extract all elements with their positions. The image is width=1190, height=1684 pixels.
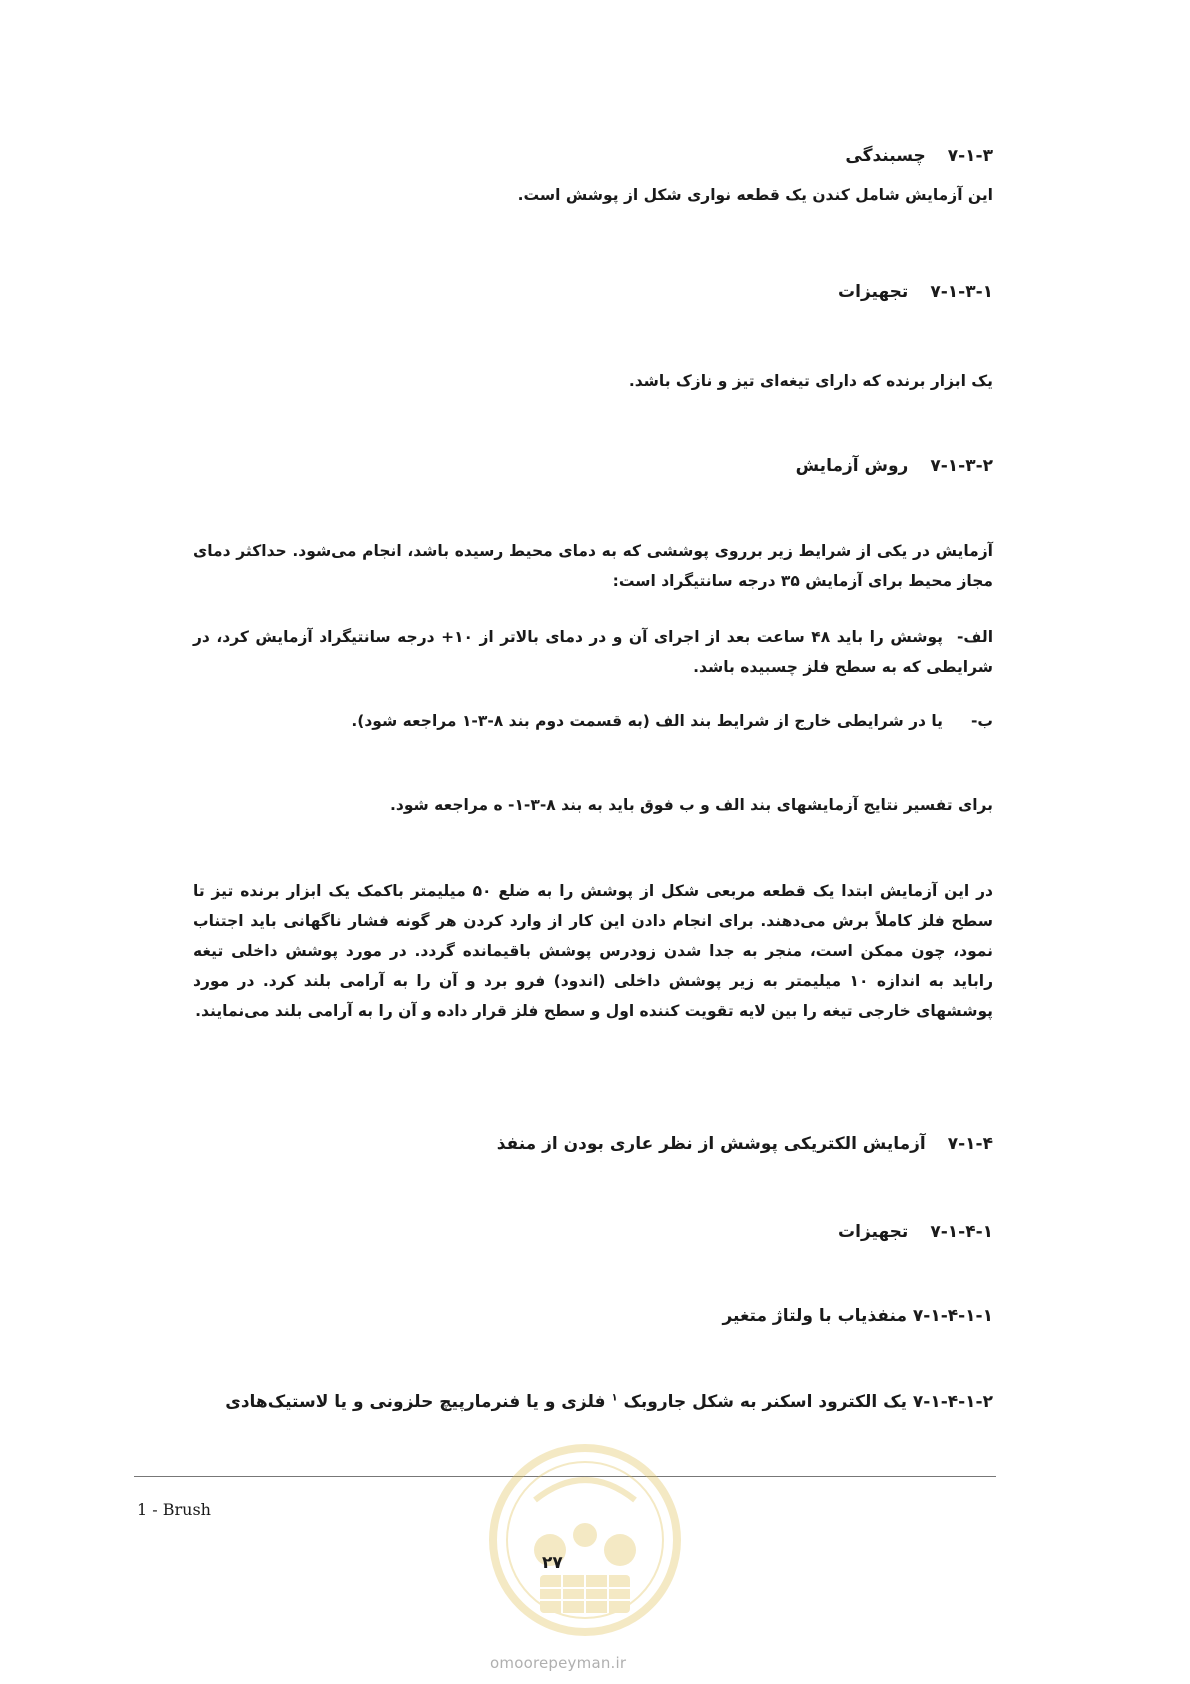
page-number: ۲۷ [542, 1553, 563, 1573]
subsection-title: تجهیزات [838, 1222, 909, 1242]
list-item-text: پوشش را باید ۴۸ ساعت بعد از اجرای آن و در دمای بالاتر از ۱۰+ درجه سانتیگراد آزمایش کرد، در شرایطی که به سطح فلز چسبیده باشد. [193, 628, 993, 676]
watermark-url: omoorepeyman.ir [490, 1654, 627, 1672]
list-item-label: الف- [956, 628, 994, 646]
subsection-heading-method [193, 456, 993, 476]
section-intro: این آزمایش شامل کندن یک قطعه نواری شکل از پوشش است. [517, 186, 993, 204]
section-title: چسبندگی [845, 146, 926, 166]
interpretation-paragraph: برای تفسیر نتایج آزمایشهای بند الف و ب فوق باید به بند ۸-۳-۱- ه مراجعه شود. [389, 796, 993, 814]
subsection-heading-equipment-2 [193, 1222, 993, 1242]
list-item-text: یا در شرایطی خارج از شرایط بند الف (به قسمت دوم بند ۸-۳-۱ مراجعه شود). [351, 712, 943, 730]
watermark-seal-icon [480, 1440, 690, 1640]
equipment-text: یک ابزار برنده که دارای تیغه‌ای تیز و نازک باشد. [628, 372, 993, 390]
item-text: ۷-۱-۴-۱-۲ یک الکترود اسکنر به شکل جاروبک [623, 1392, 993, 1412]
list-item-label: ب- [970, 712, 993, 730]
subsection-title: روش آزمایش [795, 456, 909, 476]
section-number: ۷-۱-۳ [947, 146, 993, 166]
item-holiday-detector: ۷-۱-۴-۱-۱ منفذیاب با ولتاژ متغیر [722, 1306, 993, 1326]
item-text-rest: فلزی و یا فنرمارپیچ حلزونی و یا لاستیک‌هادی [225, 1392, 606, 1412]
section-number: ۷-۱-۴ [947, 1134, 993, 1154]
list-item-a [193, 622, 993, 682]
subsection-heading-equipment [193, 282, 993, 302]
list-item-b [193, 706, 993, 736]
section-title: آزمایش الکتریکی پوشش از نظر عاری بودن از منفذ [496, 1134, 926, 1154]
footnote: 1 - Brush [137, 1500, 211, 1519]
subsection-number: ۷-۱-۳-۱ [930, 282, 993, 302]
method-paragraph: آزمایش در یکی از شرایط زیر برروی پوششی که به دمای محیط رسیده باشد، انجام می‌شود. حداکثر دمای مجاز محیط برای آزمایش ۳۵ درجه سانتیگراد است: [193, 542, 993, 590]
subsection-number: ۷-۱-۴-۱ [930, 1222, 993, 1242]
subsection-title: تجهیزات [838, 282, 909, 302]
item-scanner-electrode [193, 1392, 993, 1412]
section-heading-holiday-test [193, 1134, 993, 1154]
procedure-paragraph: در این آزمایش ابتدا یک قطعه مربعی شکل از پوشش را به ضلع ۵۰ میلیمتر باکمک یک ابزار برنده تیز تا سطح فلز کاملاً برش می‌دهند. برای انجام دادن این کار از وارد کردن هر گونه فشار ناگهانی باید اجتناب نمود، چون ممکن است، منجر به جدا شدن زودرس پوشش باقیمانده گردد. در مورد پوشش داخلی تیغه رابايد به اندازه ۱۰ میلیمتر به زیر پوشش داخلی (اندود) فرو برد و آن را به آرامی بلند کرد. در مورد پوششهای خارجی تیغه را بین لایه تقویت کننده اول و سطح فلز قرار داده و آن را به آرامی بلند می‌نمایند. [193, 882, 993, 1020]
footnote-ref: ۱ [611, 1392, 618, 1404]
subsection-number: ۷-۱-۳-۲ [930, 456, 993, 476]
section-heading-adhesion [193, 146, 993, 166]
